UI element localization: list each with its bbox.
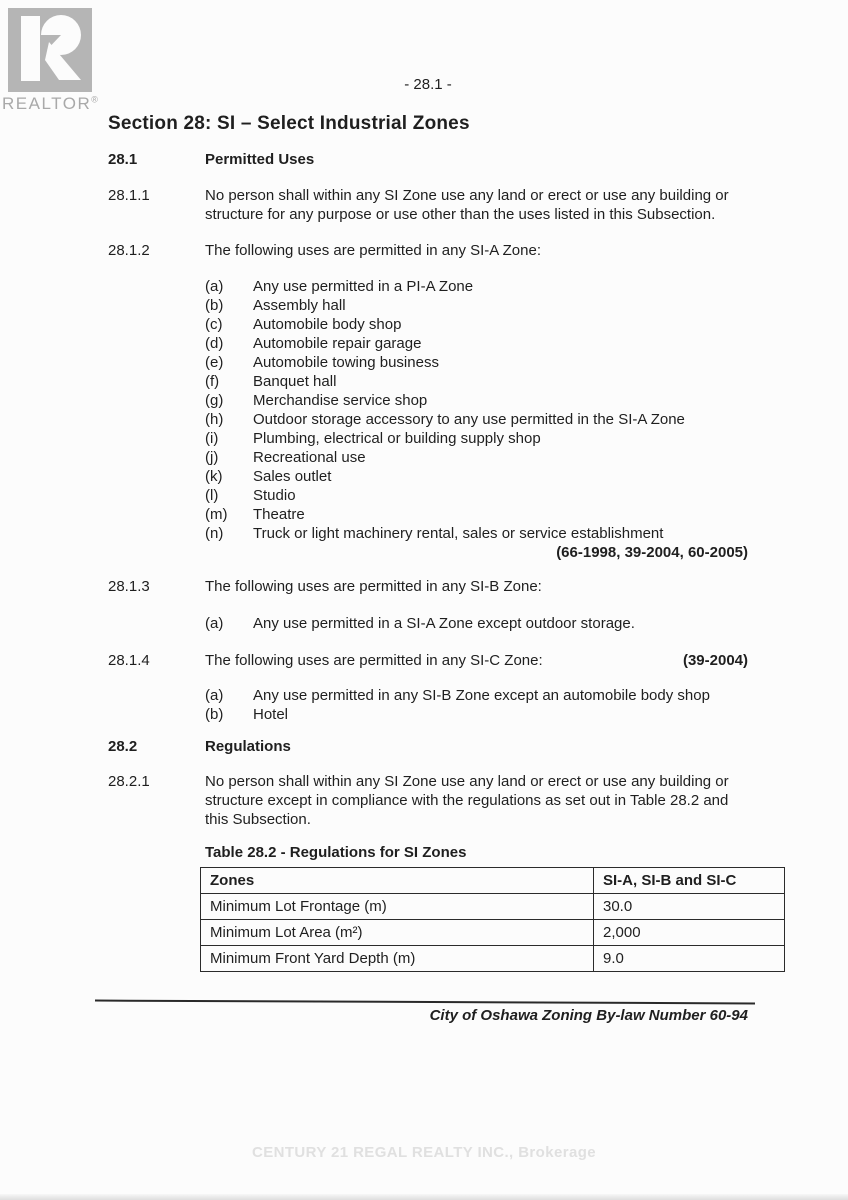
clause-text: No person shall within any SI Zone use any land or erect or use any building or structure except in compliance with the regulations as set out in Table 28.2 and this Subsection. [205, 773, 729, 828]
item-text: Theatre [253, 506, 305, 523]
regulations-table [200, 867, 785, 972]
list-item [205, 296, 748, 315]
subsection-28-1-heading [108, 150, 748, 169]
item-letter: (a) [205, 615, 224, 632]
footer-divider [95, 1000, 755, 1005]
brokerage-watermark: CENTURY 21 REGAL REALTY INC., Brokerage [251, 1144, 596, 1161]
subsection-number: 28.1 [108, 151, 138, 168]
item-text: Any use permitted in a SI-A Zone except outdoor storage. [253, 615, 635, 632]
item-letter: (j) [205, 449, 219, 466]
item-text: Outdoor storage accessory to any use permitted in the SI-A Zone [253, 411, 685, 428]
footer-bylaw-title: City of Oshawa Zoning By-law Number 60-94 [429, 1007, 748, 1024]
list-item [205, 614, 748, 633]
clause-number: 28.1.1 [108, 187, 150, 204]
item-text: Recreational use [253, 449, 366, 466]
clause-text: No person shall within any SI Zone use any land or erect or use any building or structure for any purpose or use other than the uses listed in this Subsection. [205, 187, 729, 223]
list-item [205, 372, 748, 391]
list-item [205, 524, 748, 543]
scan-edge-artifact [0, 1194, 848, 1200]
amendment-reference: (39-2004) [682, 652, 748, 669]
permitted-uses-list-si-c [205, 686, 748, 724]
clause-number: 28.1.3 [108, 578, 150, 595]
item-letter: (f) [205, 373, 220, 390]
clause-text-row [205, 651, 748, 670]
item-letter: (c) [205, 316, 223, 333]
item-text: Sales outlet [253, 468, 332, 485]
clause-text: The following uses are permitted in any SI-A Zone: [205, 242, 542, 259]
item-letter: (h) [205, 411, 224, 428]
table-caption: Table 28.2 - Regulations for SI Zones [205, 844, 467, 861]
list-item [205, 505, 748, 524]
clause-28-1-1 [108, 186, 748, 224]
regulation-label: Minimum Lot Frontage (m) [201, 894, 594, 920]
table-header-zones: Zones [201, 868, 594, 894]
table-header-row [201, 868, 785, 894]
registered-mark: ® [91, 94, 98, 105]
table-row [201, 894, 785, 920]
item-text: Automobile repair garage [253, 335, 422, 352]
realtor-brand-text: REALTOR [2, 94, 92, 113]
item-text: Merchandise service shop [253, 392, 428, 409]
item-text: Studio [253, 487, 296, 504]
clause-number: 28.1.4 [108, 652, 150, 669]
regulation-label: Minimum Front Yard Depth (m) [201, 946, 594, 972]
document-content [0, 76, 848, 1024]
item-letter: (b) [205, 297, 224, 314]
item-letter: (e) [205, 354, 224, 371]
section-title: Section 28: SI – Select Industrial Zones [108, 113, 470, 134]
list-item [205, 486, 748, 505]
item-text: Automobile body shop [253, 316, 402, 333]
item-letter: (i) [205, 430, 219, 447]
clause-text: The following uses are permitted in any SI-B Zone: [205, 578, 542, 595]
regulation-value: 2,000 [594, 920, 785, 946]
realtor-logo-text [2, 94, 118, 114]
realtor-logo [2, 8, 118, 114]
item-text: Plumbing, electrical or building supply shop [253, 430, 541, 447]
item-letter: (m) [205, 506, 228, 523]
item-letter: (n) [205, 525, 224, 542]
subsection-heading: Regulations [205, 738, 291, 755]
item-letter: (k) [205, 468, 223, 485]
amendment-references: (66-1998, 39-2004, 60-2005) [556, 544, 748, 561]
clause-text: The following uses are permitted in any SI-C Zone: [205, 652, 543, 669]
clause-28-1-4 [108, 651, 748, 670]
item-text: Assembly hall [253, 297, 346, 314]
clause-28-2-1 [108, 772, 748, 829]
item-text: Any use permitted in a PI-A Zone [253, 278, 474, 295]
item-text: Banquet hall [253, 373, 337, 390]
item-letter: (a) [205, 687, 224, 704]
regulation-value: 30.0 [594, 894, 785, 920]
list-item [205, 277, 748, 296]
item-text: Any use permitted in any SI-B Zone except an automobile body shop [253, 687, 710, 704]
clause-number: 28.1.2 [108, 242, 150, 259]
subsection-28-2-heading [108, 737, 748, 756]
permitted-uses-list-si-a [205, 277, 748, 562]
clause-28-1-2 [108, 241, 748, 260]
item-letter: (g) [205, 392, 224, 409]
list-item [205, 467, 748, 486]
item-letter: (d) [205, 335, 224, 352]
list-item [205, 410, 748, 429]
subsection-number: 28.2 [108, 738, 138, 755]
item-text: Hotel [253, 706, 289, 723]
item-letter: (l) [205, 487, 219, 504]
table-row [201, 946, 785, 972]
list-item [205, 334, 748, 353]
regulation-label: Minimum Lot Area (m²) [201, 920, 594, 946]
item-text: Automobile towing business [253, 354, 439, 371]
list-item [205, 353, 748, 372]
list-item [205, 315, 748, 334]
realtor-r-icon [8, 8, 92, 92]
regulation-value: 9.0 [594, 946, 785, 972]
permitted-uses-list-si-b [205, 614, 748, 633]
item-letter: (b) [205, 706, 224, 723]
subsection-heading: Permitted Uses [205, 151, 315, 168]
table-header-zone-values: SI-A, SI-B and SI-C [594, 868, 785, 894]
list-item [205, 429, 748, 448]
table-row [201, 920, 785, 946]
page-number: - 28.1 - [404, 76, 452, 93]
list-item [205, 686, 748, 705]
list-item [205, 391, 748, 410]
item-text: Truck or light machinery rental, sales or service establishment [253, 525, 664, 542]
clause-number: 28.2.1 [108, 773, 150, 790]
clause-28-1-3 [108, 577, 748, 596]
list-item [205, 448, 748, 467]
list-item [205, 705, 748, 724]
item-letter: (a) [205, 278, 224, 295]
